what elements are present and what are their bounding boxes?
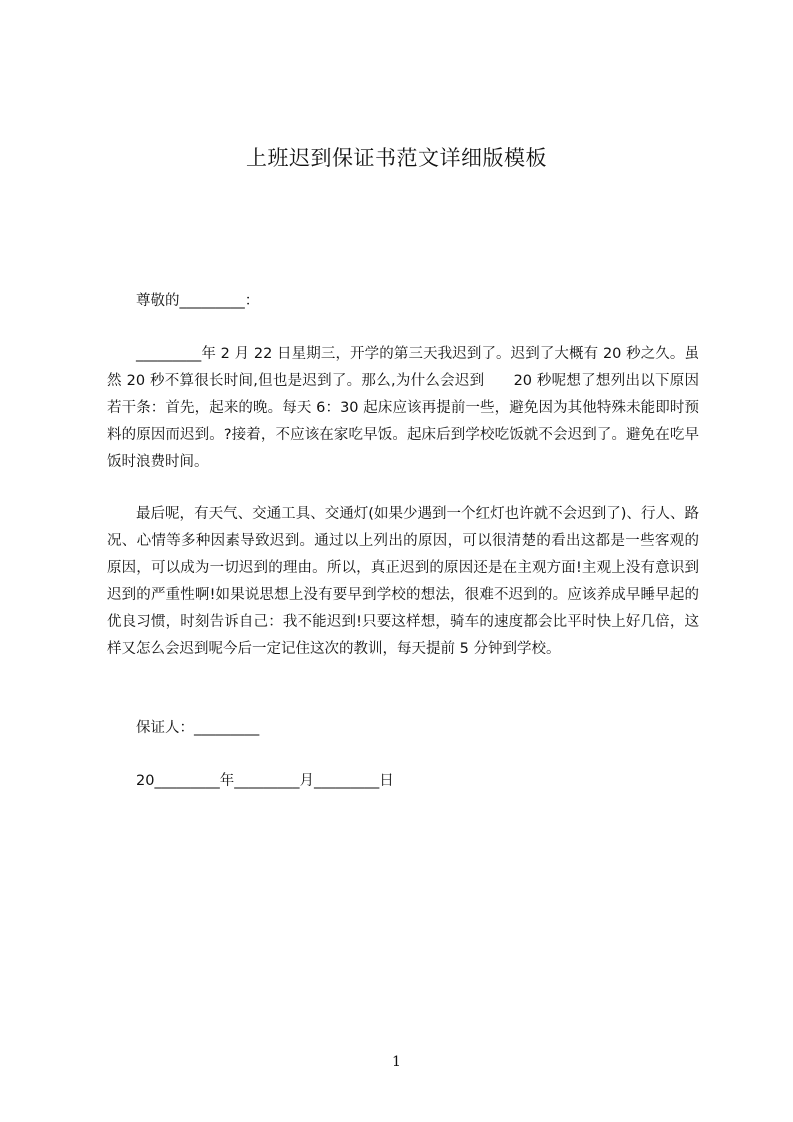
date-line: 20_________年_________月_________日 [136, 773, 394, 789]
guarantor-signature-line: 保证人：_________ [136, 720, 260, 736]
paragraph-1: _________年 2 月 22 日星期三，开学的第三天我迟到了。迟到了大概有 20 秒之久。虽然 20 秒不算很长时间,但也是迟到了。那么,为什么会迟到 20 秒呢想了想列出以下原因若干条：首先，起来的晚。每天 6：30 起床应该再提前一些，避免因为其他特殊未能即时预料的原因而迟到。?接着，不应该在家吃早饭。起床后到学校吃饭就不会迟到了。避免在吃早饭时浪费时间。 [107, 346, 699, 470]
salutation: 尊敬的_________： [136, 293, 260, 309]
paragraph-2: 最后呢，有天气、交通工具、交通灯(如果少遇到一个红灯也许就不会迟到了)、行人、路况、心情等多种因素导致迟到。通过以上列出的原因，可以很清楚的看出这都是一些客观的原因，可以成为一切迟到的理由。所以，真正迟到的原因还是在主观方面!主观上没有意识到迟到的严重性啊!如果说思想上没有要早到学校的想法，很难不迟到的。应该养成早睡早起的优良习惯，时刻告诉自己：我不能迟到!只要这样想，骑车的速度都会比平时快上好几倍，这样又怎么会迟到呢今后一定记住这次的教训，每天提前 5 分钟到学校。 [107, 506, 699, 657]
page-number: 1 [392, 1054, 401, 1070]
document-title: 上班迟到保证书范文详细版模板 [246, 146, 547, 170]
